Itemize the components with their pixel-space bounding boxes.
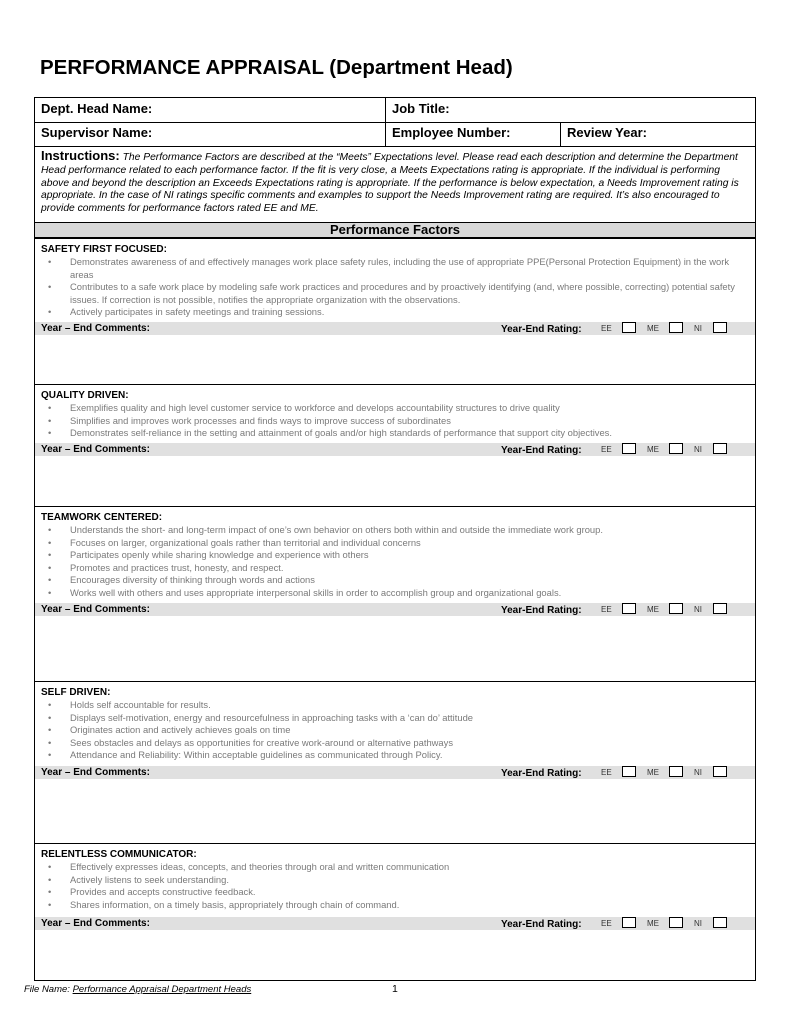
year-end-comments-label: Year – End Comments: — [41, 604, 150, 615]
bullet-item — [35, 737, 755, 750]
bullet-text: Demonstrates self-reliance in the setting and attainment of goals and/or high standards of performance that support city objectives. — [70, 427, 612, 439]
bullet-text: Encourages diversity of thinking through words and actions — [70, 574, 315, 586]
review-year-label: Review Year: — [567, 125, 647, 140]
rating-checkbox-ee[interactable] — [622, 443, 636, 454]
rating-checkbox-ni[interactable] — [713, 603, 727, 614]
bullet-list — [35, 861, 755, 911]
bullet-icon: • — [48, 402, 52, 413]
appraisal-form — [34, 97, 756, 981]
bullet-item — [35, 899, 755, 912]
dept-head-name-field[interactable] — [35, 98, 385, 122]
rating-option-label: NI — [694, 324, 702, 333]
bullet-list — [35, 524, 755, 600]
section-title: QUALITY DRIVEN: — [41, 390, 129, 401]
supervisor-name-label: Supervisor Name: — [41, 125, 153, 140]
bullet-item — [35, 699, 755, 712]
comments-area[interactable] — [35, 616, 755, 681]
year-end-rating-label: Year-End Rating: — [501, 445, 582, 456]
rating-option-label: NI — [694, 768, 702, 777]
bullet-text: Exemplifies quality and high level customer service to workforce and develops accountability structures to drive quality — [70, 402, 560, 413]
rating-option-label: ME — [647, 919, 659, 928]
bullet-text: Sees obstacles and delays as opportunities for creative work-around or alternative pathways — [70, 736, 454, 748]
bullet-icon: • — [48, 524, 52, 535]
bullet-icon: • — [48, 561, 52, 573]
bullet-icon: • — [48, 281, 52, 293]
section-relentless-communicator — [35, 843, 755, 980]
rating-option-label: EE — [601, 768, 612, 777]
bullet-text: Attendance and Reliability: Within acceptable guidelines as communicated through Policy. — [70, 749, 443, 761]
bullet-item — [35, 861, 755, 874]
supervisor-name-field[interactable] — [35, 122, 385, 146]
bullet-item — [35, 587, 755, 600]
bullet-icon: • — [48, 724, 52, 736]
bullet-icon: • — [48, 749, 52, 761]
bullet-text: Actively listens to seek understanding. — [70, 873, 229, 885]
header-row-2 — [35, 122, 755, 147]
year-end-comments-label: Year – End Comments: — [41, 767, 150, 778]
bullet-item — [35, 306, 755, 319]
section-title: SELF DRIVEN: — [41, 687, 111, 698]
page-number: 1 — [392, 983, 398, 995]
year-end-rating-label: Year-End Rating: — [501, 768, 582, 779]
bullet-icon: • — [48, 873, 52, 885]
year-end-bar — [35, 443, 755, 456]
section-title: TEAMWORK CENTERED: — [41, 512, 163, 523]
bullet-list — [35, 256, 755, 319]
bullet-icon: • — [48, 886, 52, 898]
year-end-bar — [35, 603, 755, 616]
rating-checkbox-me[interactable] — [669, 443, 683, 454]
bullet-icon: • — [48, 427, 52, 439]
bullet-text: Simplifies and improves work processes and finds ways to improve success of subordinates — [70, 414, 451, 426]
bullet-item — [35, 549, 755, 562]
rating-checkbox-me[interactable] — [669, 603, 683, 614]
year-end-comments-label: Year – End Comments: — [41, 323, 150, 334]
rating-checkbox-me[interactable] — [669, 322, 683, 333]
job-title-label: Job Title: — [392, 101, 450, 116]
file-name-value: Performance Appraisal Department Heads — [72, 984, 252, 995]
bullet-text: Works well with others and uses appropriate interpersonal skills in order to accomplish group and organizational goals. — [70, 586, 562, 598]
bullet-item — [35, 874, 755, 887]
bullet-text: Displays self-motivation, energy and resourcefulness in approaching tasks with a ‘can do’ attitude — [70, 711, 473, 723]
rating-option-label: ME — [647, 768, 659, 777]
rating-option-label: NI — [694, 605, 702, 614]
bullet-text: Holds self accountable for results. — [70, 699, 211, 710]
bullet-icon: • — [48, 898, 52, 910]
rating-checkbox-me[interactable] — [669, 917, 683, 928]
file-name-label: File Name: — [24, 984, 70, 995]
bullet-text: Promotes and practices trust, honesty, and respect. — [70, 561, 284, 573]
bullet-icon: • — [48, 549, 52, 561]
job-title-field[interactable] — [385, 98, 755, 122]
bullet-item — [35, 402, 755, 415]
year-end-bar — [35, 917, 755, 930]
bullet-item — [35, 574, 755, 587]
section-teamwork-centered — [35, 506, 755, 681]
bullet-icon: • — [48, 536, 52, 548]
bullet-icon: • — [48, 256, 52, 267]
bullet-item — [35, 281, 755, 306]
rating-checkbox-ni[interactable] — [713, 443, 727, 454]
bullet-text: Understands the short- and long-term impact of one’s own behavior on others both within and outside the immediate work group. — [70, 524, 603, 535]
rating-checkbox-me[interactable] — [669, 766, 683, 777]
page-title: PERFORMANCE APPRAISAL (Department Head) — [40, 56, 513, 79]
bullet-item — [35, 724, 755, 737]
rating-option-label: EE — [601, 445, 612, 454]
bullet-item — [35, 427, 755, 440]
bullet-item — [35, 256, 755, 281]
section-title: RELENTLESS COMMUNICATOR: — [41, 849, 197, 860]
year-end-rating-label: Year-End Rating: — [501, 919, 582, 930]
instructions-label: Instructions: — [41, 148, 120, 163]
rating-option-label: ME — [647, 605, 659, 614]
employee-number-label: Employee Number: — [392, 125, 511, 140]
rating-option-label: NI — [694, 445, 702, 454]
bullet-item — [35, 537, 755, 550]
instructions-text: The Performance Factors are described at the “Meets” Expectations level. Please read each description and determine the Department Head performance related to each performance factor. If the fit is very close, a Meets Expectations rating is appropriate. If the individual is performing above and beyond the description an Exceeds Expectations rating is appropriate. If the performance is below expectation, a Needs Improvement rating is appropriate. In the case of NI ratings specific comments and examples to support the Needs Improvement rating are required. It’s also encouraged to provide comments for performance factors rated EE and ME. — [41, 152, 739, 215]
bullet-text: Focuses on larger, organizational goals rather than territorial and individual concerns — [70, 536, 421, 548]
bullet-item — [35, 886, 755, 899]
bullet-item — [35, 749, 755, 762]
bullet-text: Effectively expresses ideas, concepts, and theories through oral and written communication — [70, 861, 450, 872]
rating-checkbox-ni[interactable] — [713, 766, 727, 777]
year-end-comments-label: Year – End Comments: — [41, 444, 150, 455]
bullet-icon: • — [48, 414, 52, 426]
employee-number-field[interactable] — [385, 122, 560, 146]
rating-option-label: ME — [647, 324, 659, 333]
bullet-icon: • — [48, 736, 52, 748]
rating-checkbox-ni[interactable] — [713, 917, 727, 928]
instructions-block — [35, 146, 755, 226]
performance-factors-heading: Performance Factors — [35, 222, 755, 238]
comments-area[interactable] — [35, 335, 755, 384]
year-end-rating-label: Year-End Rating: — [501, 605, 582, 616]
bullet-icon: • — [48, 586, 52, 598]
bullet-text: Demonstrates awareness of and effectively manages work place safety rules, including the use of appropriate PPE(Personal Protection Equipment) in the work areas — [70, 256, 730, 280]
section-title: SAFETY FIRST FOCUSED: — [41, 244, 167, 255]
bullet-list — [35, 699, 755, 762]
rating-checkbox-ee[interactable] — [622, 322, 636, 333]
rating-option-label: EE — [601, 605, 612, 614]
review-year-field[interactable] — [560, 122, 755, 146]
rating-option-label: ME — [647, 445, 659, 454]
bullet-icon: • — [48, 699, 52, 710]
rating-option-label: NI — [694, 919, 702, 928]
bullet-text: Shares information, on a timely basis, appropriately through chain of command. — [70, 898, 400, 910]
rating-checkbox-ni[interactable] — [713, 322, 727, 333]
bullet-item — [35, 415, 755, 428]
year-end-comments-label: Year – End Comments: — [41, 918, 150, 929]
bullet-item — [35, 524, 755, 537]
comments-area[interactable] — [35, 930, 755, 980]
bullet-text: Provides and accepts constructive feedback. — [70, 886, 256, 898]
section-safety-first-focused — [35, 238, 755, 384]
bullet-item — [35, 562, 755, 575]
rating-checkbox-ee[interactable] — [622, 766, 636, 777]
year-end-rating-label: Year-End Rating: — [501, 324, 582, 335]
bullet-icon: • — [48, 711, 52, 723]
rating-option-label: EE — [601, 324, 612, 333]
bullet-item — [35, 712, 755, 725]
header-row-1 — [35, 98, 755, 123]
dept-head-name-label: Dept. Head Name: — [41, 101, 153, 116]
year-end-bar — [35, 322, 755, 335]
bullet-icon: • — [48, 306, 52, 318]
section-quality-driven — [35, 384, 755, 506]
comments-area[interactable] — [35, 456, 755, 506]
bullet-text: Participates openly while sharing knowledge and experience with others — [70, 549, 369, 561]
bullet-text: Originates action and actively achieves goals on time — [70, 724, 291, 736]
section-self-driven — [35, 681, 755, 843]
bullet-text: Contributes to a safe work place by modeling safe work practices and procedures and by proactively identifying (and, where possible, correcting) potential safety issues. If correction is not possible, notifies the appropriate organization with the observations. — [70, 281, 735, 305]
comments-area[interactable] — [35, 779, 755, 843]
rating-checkbox-ee[interactable] — [622, 917, 636, 928]
rating-option-label: EE — [601, 919, 612, 928]
bullet-list — [35, 402, 755, 440]
footer-file-name — [24, 984, 251, 995]
bullet-text: Actively participates in safety meetings and training sessions. — [70, 306, 325, 318]
rating-checkbox-ee[interactable] — [622, 603, 636, 614]
year-end-bar — [35, 766, 755, 779]
bullet-icon: • — [48, 574, 52, 586]
bullet-icon: • — [48, 861, 52, 872]
